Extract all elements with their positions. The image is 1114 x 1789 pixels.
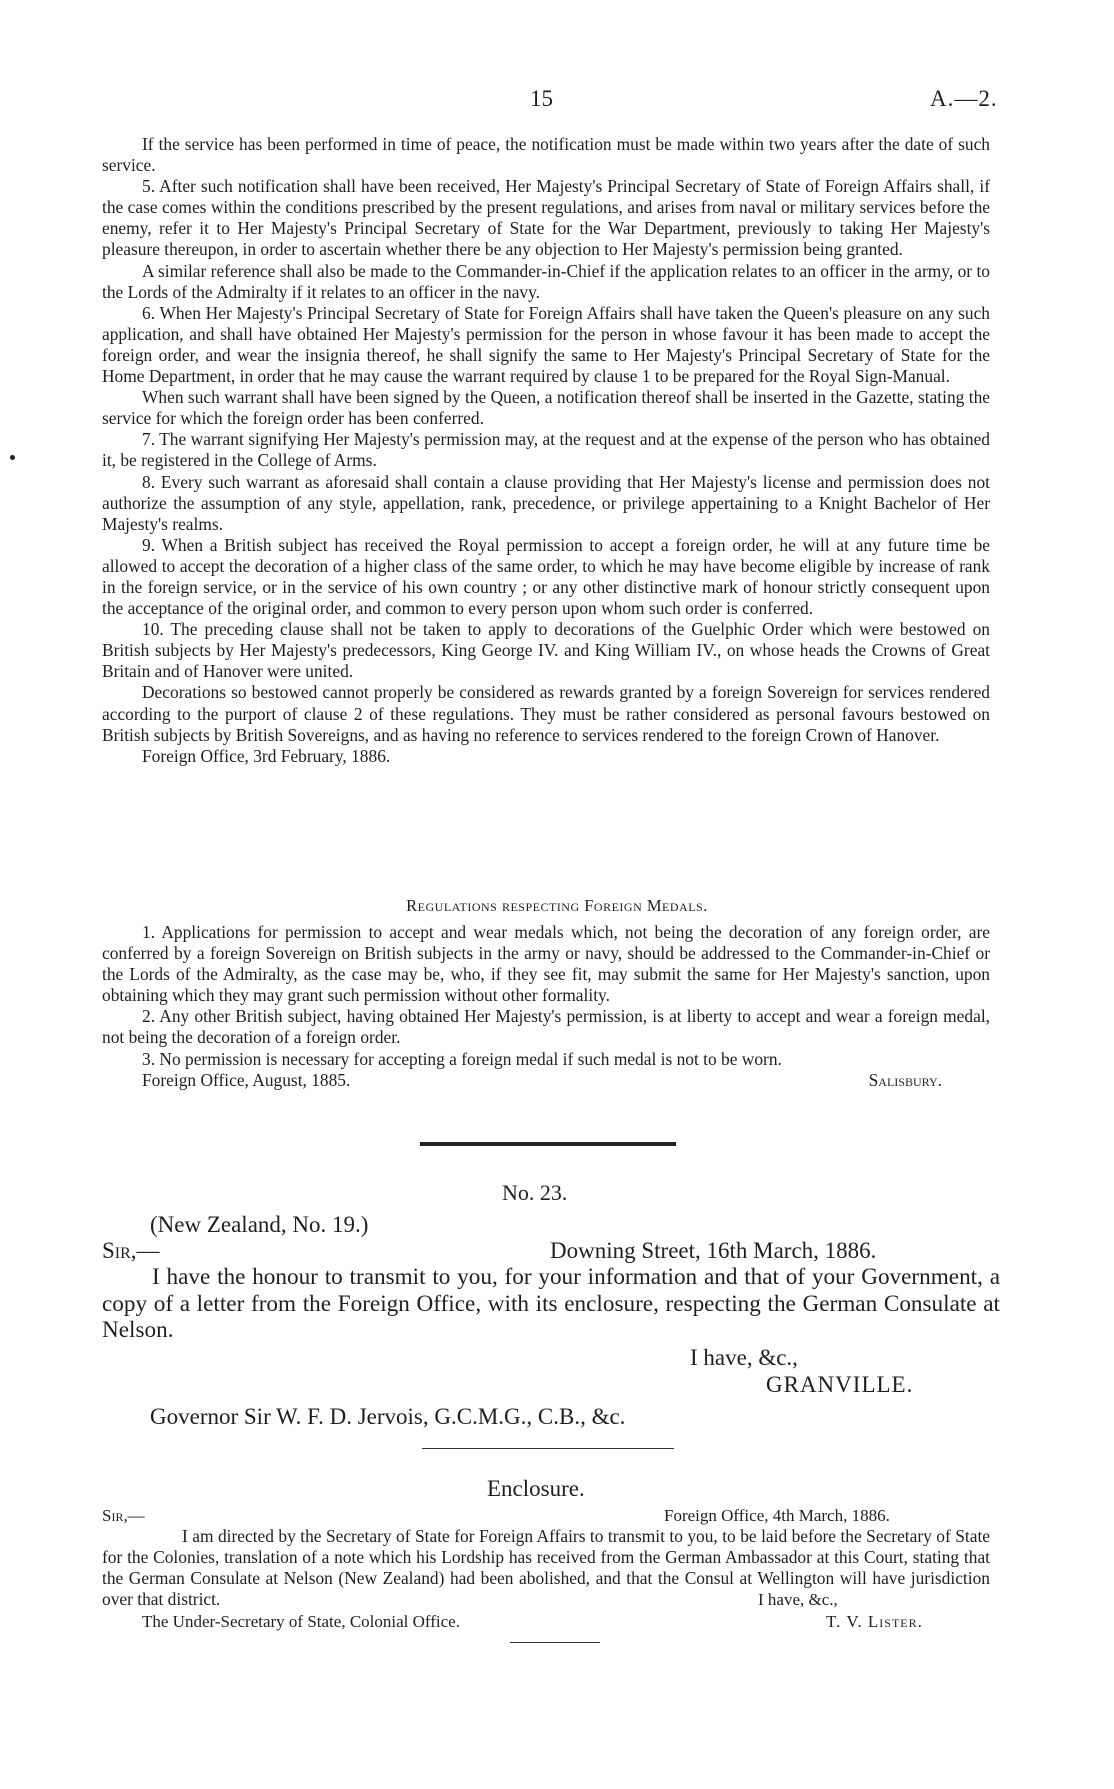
- enclosure-salutation: Sir,—: [102, 1506, 145, 1525]
- orders-para-5-note: A similar reference shall also be made to the Commander-in-Chief if the application relates to an officer in the army, or to the Lords of the Admiralty if it relates to an officer in the navy.: [102, 260, 990, 302]
- orders-para-8: 8. Every such warrant as aforesaid shall contain a clause providing that Her Majesty's license and permission does not authorize the assumption of any style, appellation, rank, precedence, or privilege appertaining to a Knight Bachelor of Her Majesty's realms.: [102, 471, 990, 534]
- medals-closing-place: Foreign Office, August, 1885.: [142, 1069, 351, 1090]
- enclosure-title: Enclosure.: [487, 1476, 585, 1501]
- page-number: 15: [530, 86, 553, 111]
- orders-para-9: 9. When a British subject has received the Royal permission to accept a foreign order, he will at any future time be allowed to accept the decoration of a higher class of the same order, to which he may have become eligible by increase of rank in the foreign service, or in the service of his own country ; or any other distinctive mark of honour strictly consequent upon the acceptance of the original order, and common to every person upon whom such order is conferred.: [102, 534, 990, 619]
- medals-closing-line: [102, 1070, 990, 1091]
- orders-regulations-section: [102, 134, 990, 767]
- enclosure-body-text: I am directed by the Secretary of State for Foreign Affairs to transmit to you, to be laid before the Secretary of State for the Colonies, translation of a note which his Lordship has received from the German Ambassador at this Court, stating that the German Consulate at Nelson (New Zealand) had been abolished, and that the Consul at Wellington will have jurisdiction over that district.: [102, 1526, 990, 1610]
- margin-mark: [10, 455, 15, 460]
- orders-closing: Foreign Office, 3rd February, 1886.: [142, 745, 391, 766]
- medals-signature: Salisbury.: [868, 1069, 942, 1090]
- enclosure-addressee: The Under-Secretary of State, Colonial Office.: [142, 1612, 460, 1631]
- section-divider: [420, 1142, 676, 1146]
- despatch-closing: I have, &c.,: [690, 1345, 798, 1370]
- medals-para-1: 1. Applications for permission to accept and wear medals which, not being the decoration of any foreign order, are conferred by a foreign Sovereign on British subjects in the army or navy, should be addressed to the Commander-in-Chief or the Lords of the Admiralty, as the case may be, who, if they see fit, may submit the same for Her Majesty's sanction, upon obtaining which they may grant such permission without other formality.: [102, 922, 990, 1006]
- orders-para-7: 7. The warrant signifying Her Majesty's permission may, at the request and at the expense of the person who has obtained it, be registered in the College of Arms.: [102, 429, 990, 471]
- enclosure-signature: T. V. Lister.: [826, 1612, 923, 1631]
- medals-para-3: 3. No permission is necessary for accepting a foreign medal if such medal is not to be worn.: [142, 1048, 782, 1069]
- enclosure-date-line: Foreign Office, 4th March, 1886.: [664, 1506, 890, 1525]
- orders-para-6-note: When such warrant shall have been signed by the Queen, a notification thereof shall be inserted in the Gazette, stating the service for which the foreign order has been conferred.: [102, 387, 990, 429]
- end-rule: [510, 1642, 600, 1643]
- orders-para-5: 5. After such notification shall have been received, Her Majesty's Principal Secretary of State of Foreign Affairs shall, if the case comes within the conditions prescribed by the present regulations, and arises from naval or military services before the enemy, refer it to Her Majesty's Principal Secretary of State for the War Department, previously to taking Her Majesty's pleasure thereupon, in order to ascertain whether there be any objection to Her Majesty's permission being granted.: [102, 176, 990, 260]
- medals-heading: Regulations respecting Foreign Medals.: [406, 896, 708, 915]
- enclosure-body: [102, 1526, 990, 1610]
- orders-para-6: 6. When Her Majesty's Principal Secretary of State for Foreign Affairs shall have taken the Queen's pleasure on any such application, and shall have obtained Her Majesty's permission for the person in whose favour it has been made to accept the foreign order, and wear the insignia thereof, he shall signify the same to Her Majesty's Principal Secretary of State for the Home Department, in order that he may cause the warrant required by clause 1 to be prepared for the Royal Sign-Manual.: [102, 302, 990, 387]
- despatch-series: (New Zealand, No. 19.): [150, 1212, 369, 1237]
- despatch-body: [102, 1264, 1000, 1344]
- despatch-salutation: Sir,—: [102, 1238, 160, 1263]
- orders-para-continuation: If the service has been performed in time of peace, the notification must be made within two years after the date of such service.: [102, 134, 990, 176]
- medals-regulations-section: [102, 922, 990, 1091]
- medals-para-2: 2. Any other British subject, having obtained Her Majesty's permission, is at liberty to accept and wear a foreign medal, not being the decoration of a foreign order.: [102, 1006, 990, 1048]
- despatch-date-line: Downing Street, 16th March, 1886.: [550, 1238, 877, 1263]
- despatch-signature: GRANVILLE.: [766, 1372, 914, 1397]
- despatch-addressee: Governor Sir W. F. D. Jervois, G.C.M.G., C.B., &c.: [150, 1404, 626, 1429]
- despatch-body-text: I have the honour to transmit to you, for your information and that of your Government, a copy of a letter from the Foreign Office, with its enclosure, respecting the German Consulate at Nelson.: [102, 1264, 1000, 1343]
- orders-para-10: 10. The preceding clause shall not be taken to apply to decorations of the Guelphic Order which were bestowed on British subjects by Her Majesty's predecessors, King George IV. and King William IV., on whose heads the Crowns of Great Britain and of Hanover were united.: [102, 619, 990, 682]
- enclosure-closing: I have, &c.,: [758, 1590, 838, 1609]
- despatch-number: No. 23.: [502, 1180, 568, 1205]
- enclosure-divider: [422, 1448, 674, 1449]
- paper-reference: A.—2.: [930, 86, 998, 111]
- orders-para-10-note: Decorations so bestowed cannot properly be considered as rewards granted by a foreign Sovereign for services rendered according to the purport of clause 2 of these regulations. They must be rather considered as personal favours bestowed on British subjects by British Sovereigns, and as having no reference to services rendered to the foreign Crown of Hanover.: [102, 682, 990, 745]
